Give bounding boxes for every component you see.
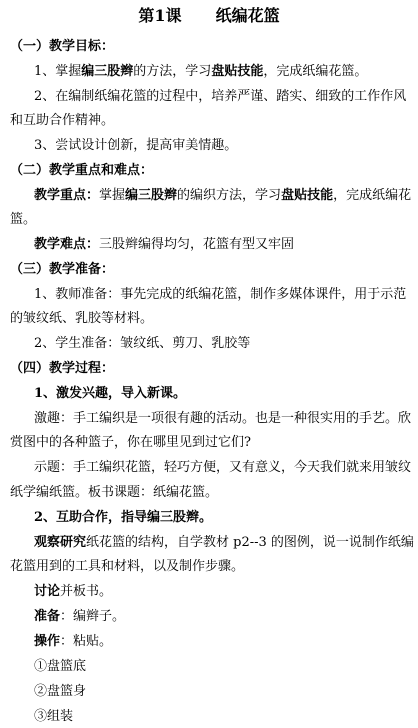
process-step-2: 2、互助合作，指导编三股辫。	[34, 510, 213, 525]
section-heading-key-points: （二）教学重点和难点：	[10, 163, 154, 178]
prep-item-1-line-1: 1、教师准备：事先完成的纸编花篮，制作多媒体课件，用于示范	[34, 287, 407, 302]
difficulty-line: 教学难点：三股辫编得均匀，花篮有型又牢固	[34, 237, 295, 252]
observe-line-1: 观察研究纸花篮的结构，自学教材 p2--3 的图例，说一说制作纸编	[34, 535, 414, 550]
operate-step-2: ②盘篮身	[34, 684, 87, 699]
stimulate-line-1: 激趣：手工编织是一项很有趣的活动。也是一种很实用的手艺。欣	[34, 411, 412, 426]
prep-item-2: 2、学生准备：皱纹纸、剪刀、乳胶等	[34, 336, 251, 351]
demo-line-2: 纸学编纸篮。板书课题：纸编花篮。	[10, 485, 219, 500]
demo-line-1: 示题：手工编织花篮，轻巧方便，又有意义，今天我们就来用皱纹	[34, 460, 412, 475]
lesson-name: 纸编花篮	[215, 6, 280, 25]
goal-item-2-line-1: 2、在编制纸编花篮的过程中，培养严谨、踏实、细致的工作作风	[34, 89, 407, 104]
stimulate-line-2: 赏图中的各种篮子，你在哪里见到过它们?	[10, 435, 251, 450]
operate-step-3: ③组装	[34, 709, 74, 724]
observe-line-2: 花篮用到的工具和材料，以及制作步骤。	[10, 559, 245, 574]
operate-step-1: ①盘篮底	[34, 659, 87, 674]
key-point-line-2: 篮。	[10, 212, 37, 227]
section-heading-process: （四）教学过程：	[10, 361, 115, 376]
lesson-number: 第1课	[138, 6, 182, 25]
process-step-1: 1、激发兴趣，导入新课。	[34, 386, 187, 401]
discuss-line: 讨论并板书。	[34, 584, 113, 599]
page-title	[0, 6, 418, 26]
key-point-line-1: 教学重点：掌握编三股辫的编织方法，学习盘贴技能，完成纸编花	[34, 188, 412, 203]
operate-line: 操作：粘贴。	[34, 634, 113, 649]
prep-item-1-line-2: 的皱纹纸、乳胶等材料。	[10, 311, 154, 326]
prepare-line: 准备：编辫子。	[34, 609, 126, 624]
goal-item-1: 1、掌握编三股辫的方法，学习盘贴技能，完成纸编花篮。	[34, 64, 368, 79]
goal-item-2-line-2: 和互助合作精神。	[10, 113, 115, 128]
section-heading-preparation: （三）教学准备：	[10, 262, 115, 277]
section-heading-goals: （一）教学目标：	[10, 39, 115, 54]
goal-item-3: 3、尝试设计创新，提高审美情趣。	[34, 138, 238, 153]
